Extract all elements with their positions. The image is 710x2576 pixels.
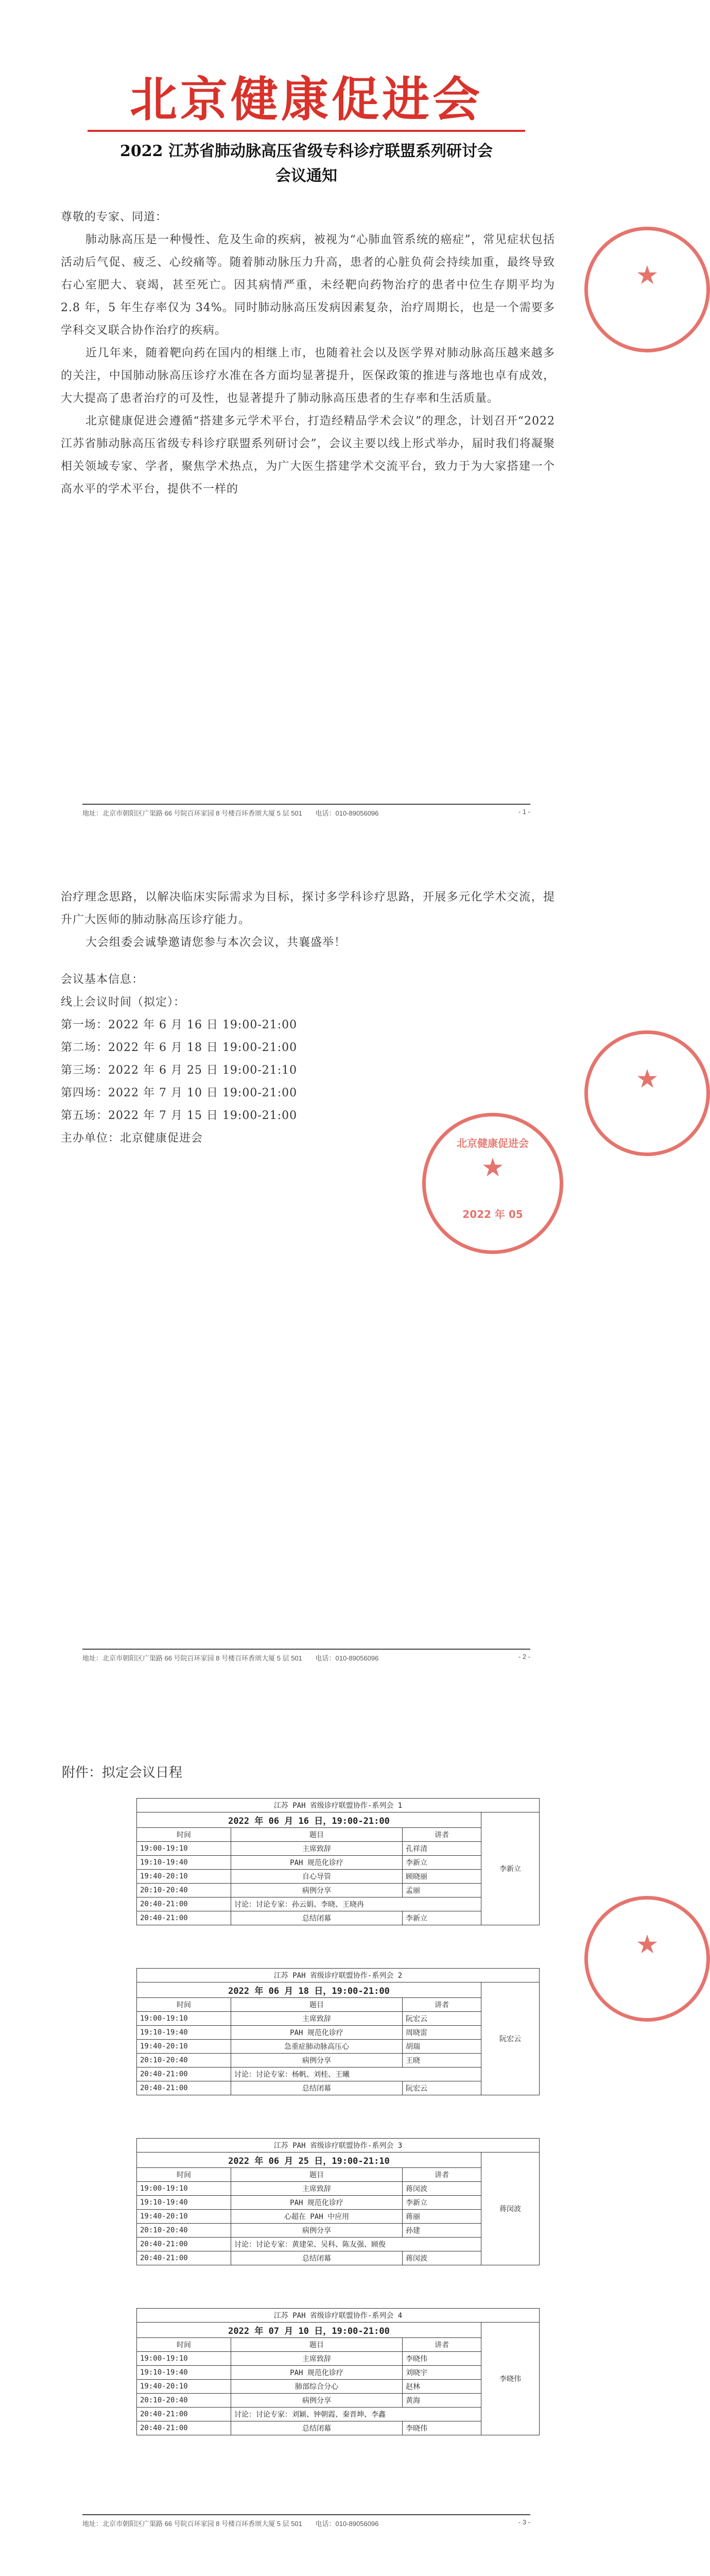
session-table-2: 江苏 PAH 省级诊疗联盟协作-系列会 2 2022 年 06 月 18 日，19:00-21:00 阮宏云 时间 题目 讲者 19:00-19:10 主席致辞 阮宏云 19:10-19:40 PAH 规范化诊疗 周晓雷 19:40-20:10 急重症肺动脉高压心 胡瑞 20:10-20:40 病例分享 王晓 20:40-21:00 讨论：讨论专家：杨帆、刘桂、王曦 20:40-21:00 总结闭幕 阮宏云 <box>136 1968 540 2095</box>
paragraph: 治疗理念思路，以解决临床实际需求为目标，探讨多学科诊疗思路，开展多元化学术交流，提升广大医师的肺动脉高压诊疗能力。 <box>61 891 555 926</box>
schedule-line: 第三场：2022 年 6 月 25 日 19:00-21:10 <box>61 1064 298 1077</box>
notice-title: 2022 江苏省肺动脉高压省级专科诊疗联盟系列研讨会 <box>120 142 493 160</box>
table-row: 19:10-19:40 PAH 规范化诊疗 李新立 <box>137 1856 540 1870</box>
page-1 <box>0 0 659 845</box>
footer-address: 地址：北京市朝阳区广渠路 66 号院百环家园 8 号楼百环香颂大厦 5 层 501 <box>82 1654 302 1662</box>
page-3 <box>0 1710 659 2576</box>
session-date: 2022 年 06 月 25 日，19:00-21:10 <box>137 2153 481 2168</box>
session-host: 蒋闵波 <box>481 2153 540 2265</box>
page-footer <box>82 804 530 818</box>
annex-title: 附件：拟定会议日程 <box>62 1765 183 1781</box>
table-row: 20:40-21:00 总结闭幕 李新立 <box>137 1911 540 1925</box>
session-date: 2022 年 06 月 18 日，19:00-21:00 <box>137 1982 481 1998</box>
seal-stamp-edge <box>584 227 710 352</box>
table-row: 19:10-19:40 PAH 规范化诊疗 刘晓宇 <box>137 2366 540 2380</box>
header-speaker: 讲者 <box>403 1828 481 1842</box>
salutation: 尊敬的专家、同道： <box>61 211 168 224</box>
table-row: 20:40-21:00 总结闭幕 阮宏云 <box>137 2081 540 2095</box>
session-date: 2022 年 07 月 10 日，19:00-21:00 <box>137 2323 481 2338</box>
table-row: 20:40-21:00 总结闭幕 蒋闵波 <box>137 2251 540 2265</box>
session-host: 阮宏云 <box>481 1982 540 2095</box>
header-time: 时间 <box>137 1828 231 1842</box>
star-icon: ★ <box>635 1929 659 1960</box>
table-row: 20:10-20:40 病例分享 孙建 <box>137 2224 540 2238</box>
paragraph: 肺动脉高压是一种慢性、危及生命的疾病，被视为“心肺血管系统的癌症”，常见症状包括活动后气促、疲乏、心绞痛等。随着肺动脉压力升高，患者的心脏负荷会持续加重，最终导致右心室肥大、衰竭，甚至死亡。因其病情严重，未经靶向药物治疗的患者中位生存期平均为 2.8 年，5 年生存率仅为 34%。同时肺动脉高压发病因素复杂，治疗周期长，也是一个需要多学科交叉联合协作治疗的疾病。 <box>61 233 555 337</box>
paragraph: 北京健康促进会遵循“搭建多元学术平台，打造经精品学术会议”的理念，计划召开“2022 江苏省肺动脉高压省级专科诊疗联盟系列研讨会”，会议主要以线上形式举办，届时我们将凝聚相关领域专家、学者，聚焦学术热点，为广大医生搭建学术交流平台，致力于为大家搭建一个高水平的学术平台，提供不一样的 <box>61 415 555 496</box>
letter-body <box>61 206 555 501</box>
table-row: 19:40-20:10 急重症肺动脉高压心 胡瑞 <box>137 2040 540 2054</box>
letterhead-title: 北京健康促进会 <box>129 72 483 127</box>
table-row: 20:40-21:00 讨论：讨论专家：黄建荣、吴科、陈友强、顾俊 <box>137 2238 540 2251</box>
star-icon: ★ <box>635 260 659 291</box>
table-row: 19:00-19:10 主席致辞 孔祥清 <box>137 1842 540 1856</box>
page-2 <box>0 845 659 1710</box>
page-number: - 1 - <box>518 808 530 816</box>
table-row: 19:40-20:10 肺部综合分心 赵林 <box>137 2380 540 2394</box>
schedule-line: 第二场：2022 年 6 月 18 日 19:00-21:00 <box>61 1041 298 1054</box>
footer-phone: 电话：010-89056096 <box>315 2520 379 2528</box>
session-host: 李新立 <box>481 1812 540 1925</box>
page-footer <box>82 1649 530 1663</box>
page-number: - 3 - <box>518 2518 530 2526</box>
seal-name: 北京健康促进会 <box>457 1137 529 1150</box>
footer-address: 地址：北京市朝阳区广渠路 66 号院百环家园 8 号楼百环香颂大厦 5 层 501 <box>82 2520 302 2528</box>
page-number: - 2 - <box>518 1653 530 1660</box>
session-table-4: 江苏 PAH 省级诊疗联盟协作-系列会 4 2022 年 07 月 10 日，19:00-21:00 李晓伟 时间 题目 讲者 19:00-19:10 主席致辞 李晓伟 19:10-19:40 PAH 规范化诊疗 刘晓宇 19:40-20:10 肺部综合分心 赵林 20:10-20:40 病例分享 黄海 20:40-21:00 讨论：讨论专家：刘颖、钟朝霞、秦晋坤、李鑫 20:40-21:00 总结闭幕 李晓伟 <box>136 2308 540 2435</box>
paragraph: 大会组委会诚挚邀请您参与本次会议，共襄盛举！ <box>85 936 347 949</box>
table-row: 19:40-20:10 自心导管 顾晓丽 <box>137 1870 540 1884</box>
letterhead-red-rule <box>88 130 525 132</box>
star-icon: ★ <box>635 1064 659 1094</box>
schedule-line: 第四场：2022 年 7 月 10 日 19:00-21:00 <box>61 1087 298 1099</box>
table-row: 20:40-21:00 讨论：讨论专家：孙云娟、李晓、王晓冉 <box>137 1897 540 1911</box>
online-time-label: 线上会议时间（拟定）： <box>61 996 186 1009</box>
session-caption: 江苏 PAH 省级诊疗联盟协作-系列会 2 <box>137 1969 540 1982</box>
table-row: 20:40-21:00 讨论：讨论专家：刘颖、钟朝霞、秦晋坤、李鑫 <box>137 2408 540 2421</box>
session-date: 2022 年 06 月 16 日，19:00-21:00 <box>137 1812 481 1828</box>
header-topic: 题目 <box>231 1828 403 1842</box>
session-table-3: 江苏 PAH 省级诊疗联盟协作-系列会 3 2022 年 06 月 25 日，19:00-21:10 蒋闵波 时间 题目 讲者 19:00-19:10 主席致辞 蒋闵波 19:10-19:40 PAH 规范化诊疗 李新立 19:40-20:10 心超在 PAH 中应用 蒋丽 20:10-20:40 病例分享 孙建 20:40-21:00 讨论：讨论专家：黄建荣、吴科、陈友强、顾俊 20:40-21:00 总结闭幕 蒋闵波 <box>136 2138 540 2265</box>
table-row: 19:10-19:40 PAH 规范化诊疗 李新立 <box>137 2196 540 2210</box>
schedule-line: 第一场：2022 年 6 月 16 日 19:00-21:00 <box>61 1019 298 1031</box>
session-table-1 <box>136 1798 540 1925</box>
table-row: 20:10-20:40 病例分享 王晓 <box>137 2054 540 2067</box>
table-row: 20:10-20:40 病例分享 黄海 <box>137 2394 540 2408</box>
schedule-line: 第五场：2022 年 7 月 15 日 19:00-21:00 <box>61 1109 298 1122</box>
page-footer <box>82 2514 530 2528</box>
table-row: 20:10-20:40 病例分享 孟丽 <box>137 1884 540 1897</box>
table-row: 19:10-19:40 PAH 规范化诊疗 周晓雷 <box>137 2026 540 2040</box>
table-row: 19:00-19:10 主席致辞 李晓伟 <box>137 2352 540 2366</box>
letter-body-continued <box>61 886 555 1150</box>
session-host: 李晓伟 <box>481 2323 540 2435</box>
session-caption: 江苏 PAH 省级诊疗联盟协作-系列会 1 <box>137 1799 540 1812</box>
star-icon: ★ <box>481 1152 505 1182</box>
seal-stamp-edge <box>584 1030 710 1156</box>
session-caption: 江苏 PAH 省级诊疗联盟协作-系列会 4 <box>137 2309 540 2323</box>
table-row: 20:40-21:00 讨论：讨论专家：杨帆、刘桂、王曦 <box>137 2067 540 2081</box>
organizer: 主办单位：北京健康促进会 <box>61 1132 203 1145</box>
info-heading: 会议基本信息： <box>61 973 144 986</box>
seal-stamp-edge <box>584 1896 710 2022</box>
footer-phone: 电话：010-89056096 <box>315 809 379 817</box>
footer-address: 地址：北京市朝阳区广渠路 66 号院百环家园 8 号楼百环香颂大厦 5 层 501 <box>82 809 302 817</box>
session-caption: 江苏 PAH 省级诊疗联盟协作-系列会 3 <box>137 2139 540 2153</box>
paragraph: 近几年来，随着靶向药在国内的相继上市，也随着社会以及医学界对肺动脉高压越来越多的关注，中国肺动脉高压诊疗水准在各方面均显著提升，医保政策的推进与落地也卓有成效，大大提高了患者治疗的可及性，也显著提升了肺动脉高压患者的生存率和生活质量。 <box>61 347 555 405</box>
footer-phone: 电话：010-89056096 <box>315 1654 379 1662</box>
notice-subtitle: 会议通知 <box>275 167 337 185</box>
table-row: 20:40-21:00 总结闭幕 李晓伟 <box>137 2421 540 2435</box>
organizer-seal <box>422 1113 563 1254</box>
table-row: 19:40-20:10 心超在 PAH 中应用 蒋丽 <box>137 2210 540 2224</box>
seal-date: 2022 年 05 <box>462 1208 523 1221</box>
table-row: 19:00-19:10 主席致辞 蒋闵波 <box>137 2182 540 2196</box>
table-row: 19:00-19:10 主席致辞 阮宏云 <box>137 2012 540 2026</box>
